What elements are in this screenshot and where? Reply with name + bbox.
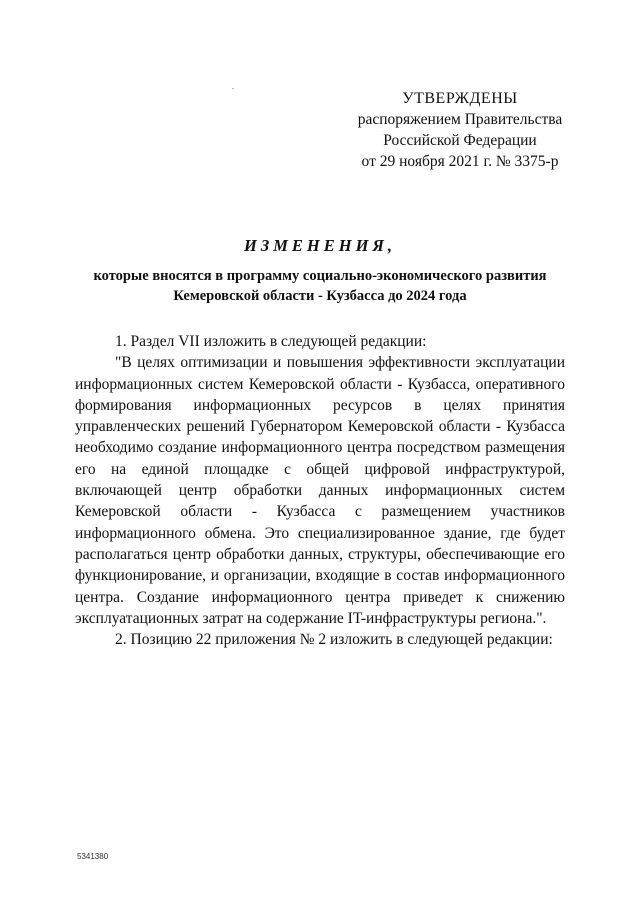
document-serial-number: 5341380 [77, 852, 109, 861]
title-block [0, 236, 640, 306]
approval-block [340, 88, 580, 172]
subtitle-line-2: Кемеровской области - Кузбасса до 2024 года [173, 288, 467, 304]
paragraph-quote: "В целях оптимизации и повышения эффективности эксплуатации информационных систем Кемеровской области - Кузбасса, оперативного формирования информационных ресурсов в целях принятия управленческих решений Губернатором Кемеровской области - Кузбасса необходимо создание информационного центра посредством размещения его на единой площадке с общей цифровой инфраструктурой, включающей центр обработки данных информационных систем Кемеровской области - Кузбасса с размещением участников информационного обмена. Это специализированное здание, где будет располагаться центр обработки данных, структуры, обеспечивающие его функционирование, и организации, входящие в состав информационного центра. Создание информационного центра приведет к снижению эксплуатационных затрат на содержание IT-инфраструктуры региона.". [75, 354, 565, 627]
approval-line-2: Российской Федерации [383, 132, 537, 149]
subtitle-line-1: которые вносятся в программу социально-экономического развития [93, 268, 547, 284]
paragraph-item-2: 2. Позицию 22 приложения № 2 изложить в следующей редакции: [115, 631, 553, 649]
document-subtitle [0, 266, 640, 306]
approval-line-3: от 29 ноября 2021 г. № 3375-р [361, 153, 559, 170]
approval-line-1: распоряжением Правительства [357, 111, 563, 128]
paragraph-item-1: 1. Раздел VII изложить в следующей редакции: [115, 333, 427, 350]
scan-speck [232, 88, 234, 89]
approval-heading: УТВЕРЖДЕНЫ [402, 90, 518, 107]
document-title: ИЗМЕНЕНИЯ, [244, 236, 396, 255]
document-body [75, 331, 565, 650]
